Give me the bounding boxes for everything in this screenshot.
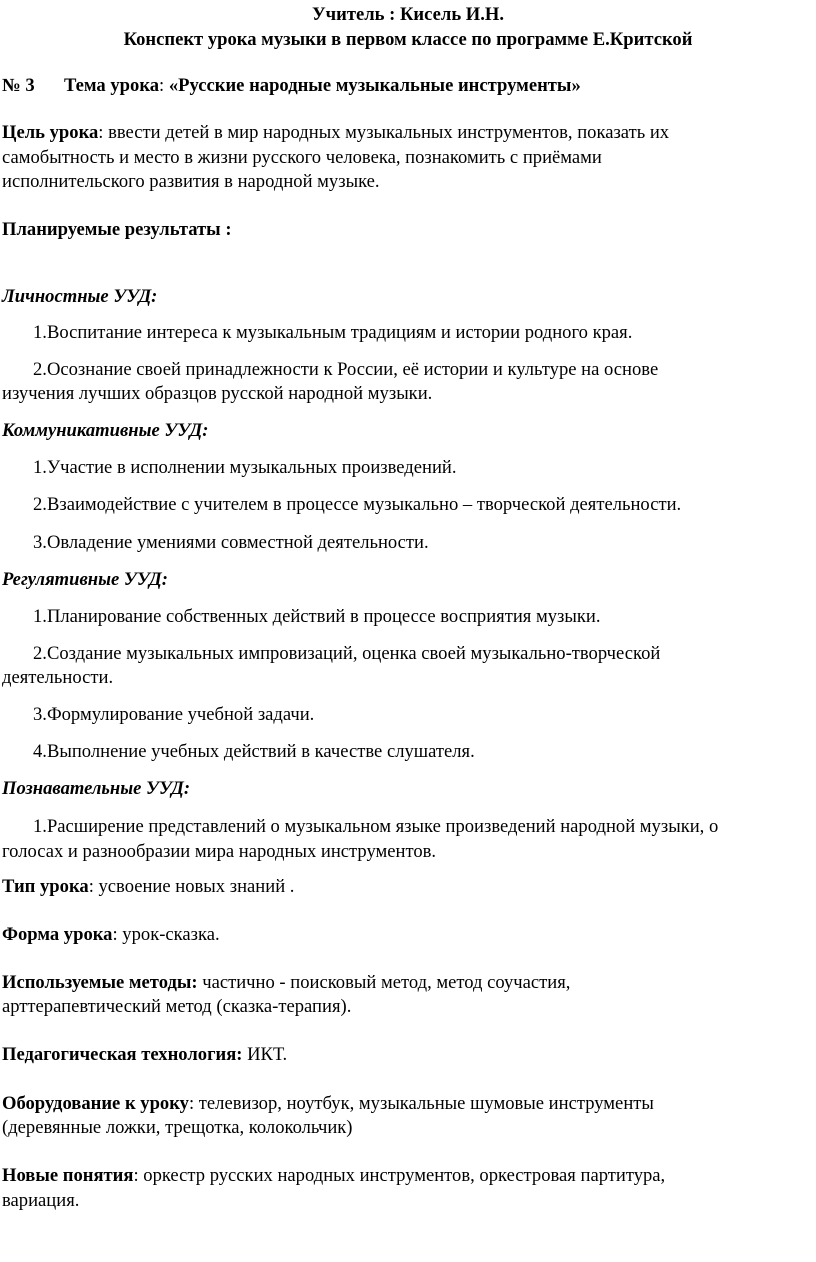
methods-line-1 [2,970,570,995]
communicative-item-2 [33,492,681,517]
cognitive-heading [2,776,190,801]
personal-item-2-line-2 [2,381,432,406]
technology-value: ИКТ. [242,1044,288,1065]
methods-text-1: частично - поисковый метод, метод соучастия, [197,972,571,993]
lesson-type-value: : усвоение новых знаний . [88,876,295,897]
equipment-text-2: (деревянные ложки, трещотка, колокольчик) [2,1117,353,1138]
goal-text-3: исполнительского развития в народной музыке. [2,171,380,192]
teacher-line [0,2,816,27]
subtitle-text: Конспект урока музыки в первом классе по программе Е.Критской [123,29,693,50]
goal-label: Цель урока [2,122,99,143]
planned-results-heading [2,217,232,242]
lesson-type-label: Тип урока [2,876,89,897]
communicative-heading-text: Коммуникативные УУД: [2,420,209,441]
regulatory-item-2-line-2 [2,665,113,690]
personal-item-2-line-1 [33,357,658,382]
new-concepts-label: Новые понятия [2,1165,134,1186]
personal-heading-text: Личностные УУД: [2,286,158,307]
cognitive-item-1-line-1 [33,814,718,839]
methods-text-2: арттерапевтический метод (сказка-терапия). [2,996,352,1017]
communicative-item-1 [33,455,457,480]
lesson-form-line [2,922,220,947]
regulatory-item-1-text: 1.Планирование собственных действий в процессе восприятия музыки. [33,606,601,627]
regulatory-item-2-text-2: деятельности. [2,667,114,688]
goal-line-2 [2,145,602,170]
new-concepts-text-1: : оркестр русских народных инструментов, оркестровая партитура, [133,1165,666,1186]
methods-line-2 [2,994,351,1019]
regulatory-item-3-text: 3.Формулирование учебной задачи. [33,704,315,725]
technology-label: Педагогическая технология: [2,1044,243,1065]
regulatory-item-4 [33,739,475,764]
equipment-label: Оборудование к уроку [2,1093,189,1114]
regulatory-heading-text: Регулятивные УУД: [2,569,168,590]
regulatory-item-2-line-1 [33,641,660,666]
personal-item-1 [33,320,632,345]
equipment-text-1: : телевизор, ноутбук, музыкальные шумовые инструменты [188,1093,654,1114]
topic-label: Тема урока [63,75,160,96]
goal-line-3 [2,169,380,194]
technology-line [2,1042,287,1067]
cognitive-item-1-line-2 [2,839,436,864]
communicative-item-3 [33,530,429,555]
goal-line-1 [2,120,669,145]
regulatory-item-1 [33,604,601,629]
regulatory-heading [2,567,168,592]
cognitive-item-1-text-2: голосах и разнообразии мира народных инструментов. [2,841,437,862]
communicative-heading [2,418,208,443]
new-concepts-line-1 [2,1163,665,1188]
goal-text-2: самобытность и место в жизни русского человека, познакомить с приёмами [2,147,602,168]
communicative-item-3-text: 3.Овладение умениями совместной деятельности. [33,532,429,553]
regulatory-item-3 [33,702,314,727]
personal-heading [2,284,157,309]
cognitive-item-1-text-1: 1.Расширение представлений о музыкальном языке произведений народной музыки, о [33,816,719,837]
topic-line [2,73,581,98]
lesson-form-label: Форма урока [2,924,113,945]
regulatory-item-4-text: 4.Выполнение учебных действий в качестве слушателя. [33,741,475,762]
new-concepts-line-2 [2,1188,79,1213]
equipment-line-2 [2,1115,353,1140]
topic-number: № 3 [2,75,35,96]
teacher-name: Учитель : Кисель И.Н. [311,4,505,25]
new-concepts-text-2: вариация. [2,1190,80,1211]
personal-item-2-text-2: изучения лучших образцов русской народной музыки. [2,383,433,404]
lesson-type-line [2,874,294,899]
cognitive-heading-text: Познавательные УУД: [2,778,191,799]
personal-item-1-text: 1.Воспитание интереса к музыкальным традициям и истории родного края. [33,322,633,343]
topic-colon: : [159,75,165,96]
lesson-form-value: : урок-сказка. [112,924,220,945]
topic-title: «Русские народные музыкальные инструменты» [164,75,581,96]
planned-results-text: Планируемые результаты : [2,219,232,240]
communicative-item-2-text: 2.Взаимодействие с учителем в процессе музыкально – творческой деятельности. [33,494,682,515]
communicative-item-1-text: 1.Участие в исполнении музыкальных произведений. [33,457,457,478]
methods-label: Используемые методы: [2,972,198,993]
goal-text-1: : ввести детей в мир народных музыкальных инструментов, показать их [98,122,670,143]
personal-item-2-text-1: 2.Осознание своей принадлежности к России, её истории и культуре на основе [33,359,659,380]
document-subtitle [0,27,816,52]
equipment-line-1 [2,1091,654,1116]
regulatory-item-2-text-1: 2.Создание музыкальных импровизаций, оценка своей музыкально-творческой [33,643,661,664]
